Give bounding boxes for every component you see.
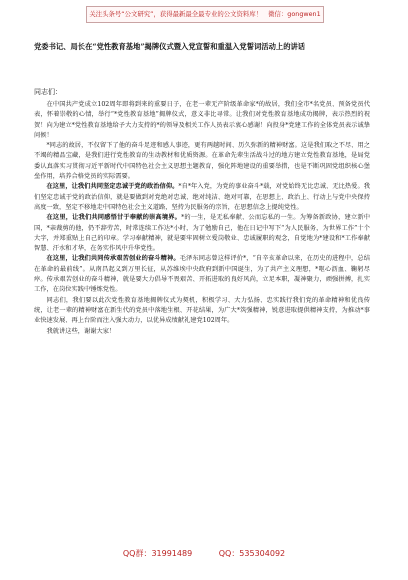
paragraph: 在这里，让我们共同坚定忠诚于党的政治信仰。*自*年入党，为党的事业奋斗*载，对党始终无比忠诚、无比热爱。我们坚定忠诚于党的政治信仰，就是要做到对党绝对忠诚、绝对纯洁、绝对可靠，在思想上、政治上、行动上与党中央保持高度一致，坚定不移地走中国特色社会主义道路，坚持为民服务的宗旨，在思想信念上提纯党性。	[34, 183, 370, 211]
document-title: 党委书记、局长在“党性教育基地”揭牌仪式暨入党宣誓和重温入党誓词活动上的讲话	[34, 42, 306, 51]
paragraph: 在中国共产党成立102周年即将到来的重要日子，在老一辈无产阶级革命家*的故居，我们全市*名党员、预备党员代表，怀着崇敬的心情，举行“*党性教育基地”揭牌仪式，意义非比寻常。让我们对党性教育基地成功揭牌，表示热烈的祝贺！向为建立*党性教育基地给予大力支持的*的领导及相关工作人员表示衷心感谢！向投身*党建工作的全体党员表示诚挚问候！	[34, 101, 370, 139]
paragraph: 在这里，让我们共同感悟甘于奉献的崇高境界。*的一生，是无私奉献、公而忘私的一生。为筹备新政协，建立新中国，*亲裁剪的他，仍不辞劳苦，时常连续工作达*小时，为了勉励自己，他在日记中写下“为人民服务，为世界工作”十个大字，并郑重贴上自己的印章。学习奉献精神，就是要牢固树立爱岗敬业、忠诚履职的观念，自觉地为*建设和*工作奉献智慧、汗水和才华，在务实作风中升华党性。	[34, 214, 370, 253]
paragraph: 同志们，我们要以此次党性教育基地揭牌仪式为契机，积极学习、大力弘扬、忠实践行我们党的革命精神和优良传统，让老一辈的精神财富在新生代的党员中落地生根、开花结果，为广大*筑强精神，锐意进取提供精神支持，为推动*事业快速发展、再上台阶而注入强大动力，以优异成绩献礼建党102周年。	[34, 296, 370, 325]
promo-banner	[86, 6, 324, 23]
paragraph: *同志的故居，不仅留下了他的奋斗足迹和感人事迹，更有两越时间、历久弥新的精神财富。这是我们取之不尽、用之不竭的精品宝藏，是我们进行党性教育的生动教材和优质资源。在革命先辈生活战斗过的地方建立党性教育基地，是局党委认真落实习贯彻习近平新时代中国特色社会主义思想主题教育，强化阵地建设的重要举措，也是不断巩固党组织核心堡垒作用，培养合格党员的实际需要。	[34, 142, 370, 181]
closing: 我就讲这些，谢谢大家！	[46, 327, 116, 335]
qq-contact: QQ：535304092	[218, 549, 286, 558]
qq-group: QQ群：31991489	[122, 549, 193, 558]
promo-text: 关注头条号“公文研究”，获得最新最全最专业的公文资料库！	[89, 10, 263, 18]
wechat-id: 微信：gongwen1	[268, 10, 321, 18]
salutation: 同志们：	[34, 88, 62, 96]
footer	[0, 548, 408, 560]
document-body	[34, 100, 370, 520]
paragraph: 在这里，让我们共同传承艰苦创业的奋斗精神。毛泽东同志曾这样评价*，“自辛亥革命以来，在历史的进程中，总结在革命的最前线”。从南昌起义到万里长征，从苏维埃中央政府到新中国诞生，为了共产主义理想，*呕心沥血、鞠躬尽瘁。传承艰苦创业的奋斗精神，就是要大力倡导不畏艰苦、开拓进取的良好风尚，立足本职，凝神聚力，顽强拼搏，扎实工作，在岗位实践中锤炼党性。	[34, 255, 370, 294]
